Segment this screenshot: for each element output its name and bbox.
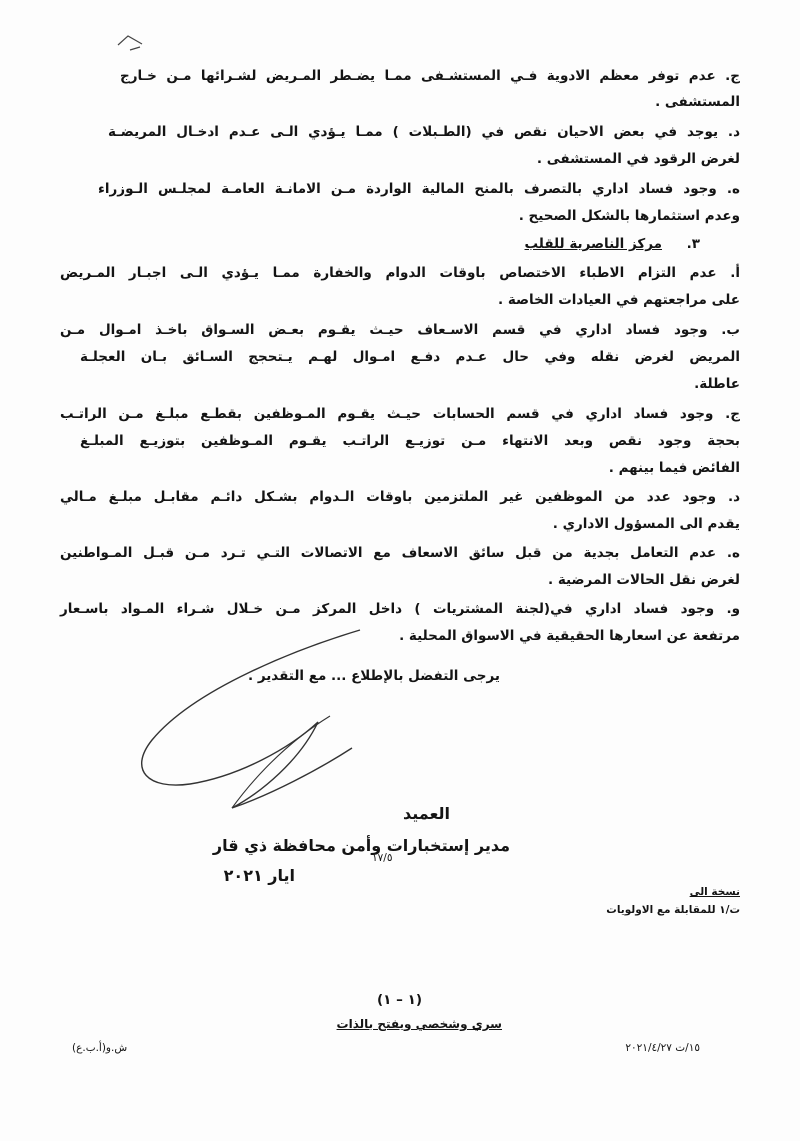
section3-number: ٣. — [686, 236, 700, 252]
s3-item-a-line2: على مراجعتهم في العيادات الخاصة . — [497, 292, 740, 308]
s2-item-d-line2: لغرض الرقود في المستشفى . — [536, 151, 740, 167]
s2-item-j-line2: المستشفى . — [655, 94, 740, 110]
s3-item-w-line2: مرتفعة عن اسعارها الحقيقية في الاسواق المحلية . — [399, 628, 740, 644]
signature-rank: العميد — [402, 804, 450, 823]
s3-item-h-line1: ه. عدم التعامل بجدية من قبل سائق الاسعاف مع الاتصالات التـي تـرد مـن قبـل المـواطنين — [60, 545, 740, 561]
s3-item-h-line2: لغرض نقل الحالات المرضية . — [547, 572, 740, 588]
s2-item-h-line1: ه. وجود فساد اداري بالتصرف بالمنح المالية الواردة مـن الامانـة العامـة لمجلـس الـوزراء — [98, 181, 740, 197]
signature-date: ايار ٢٠٢١ — [223, 866, 295, 885]
s2-item-j-line1: ج. عدم توفر معظم الادوية فـي المستشـفى ممـا يضـطر المـريض لشـرائها مـن خـارج — [120, 68, 740, 84]
s3-item-j-line1: ج. وجود فساد اداري في قسم الحسابات حيـث يقـوم المـوظفين بقطـع مبلـغ مـن الراتـب — [60, 406, 740, 422]
s3-item-a-line1: أ. عدم التزام الاطباء الاختصاص باوقات الدوام والخفارة ممـا يـؤدي الـى اجبـار المـريض — [60, 265, 740, 281]
s3-item-j-line3: الفائض فيما بينهم . — [608, 460, 740, 476]
signature-stroke — [142, 630, 360, 808]
classification-label: سري وشخصي ويفتح بالذات — [336, 1017, 502, 1031]
section3-heading: مركز الناصرية للقلب — [524, 236, 662, 252]
handwritten-date-note: ١٧/٥ — [372, 852, 393, 864]
s2-item-d-line1: د. يوجد في بعض الاحيان نقص في (الطـبلات ) ممـا يـؤدي الـى عـدم ادخـال المريضـة — [108, 124, 740, 140]
top-scribble-mark — [118, 36, 142, 50]
page-number: (١ – ١) — [377, 992, 422, 1008]
signature-position: مدير إستخبارات وأمن محافظة ذي قار — [212, 836, 510, 855]
closing-line: يرجى التفضل بالإطلاع ... مع التقدير . — [248, 668, 500, 684]
copies-item: ت/١ للمقابلة مع الاولويات — [606, 904, 740, 916]
signature-stroke-2 — [232, 716, 330, 808]
s3-item-b-line3: عاطلة. — [694, 376, 740, 392]
s3-item-j-line2: بحجة وجود نقص وبعد الانتهاء مـن توزيـع الراتـب يقـوم المـوظفين بتوزيـع المبلـغ — [80, 433, 740, 449]
footer-ref-left: ش.و(أ.ب.ع) — [72, 1042, 128, 1054]
copies-label: نسخة الى — [689, 886, 740, 898]
s3-item-d-line1: د. وجود عدد من الموظفين غير الملتزمين باوقات الـدوام بشـكل دائـم مقابـل مبلـغ مـالي — [60, 489, 740, 505]
s3-item-d-line2: يقدم الى المسؤول الاداري . — [552, 516, 740, 532]
footer-ref-right: ١٥/ت ٢٠٢١/٤/٢٧ — [625, 1042, 700, 1054]
s3-item-b-line1: ب. وجود فساد اداري في قسم الاسـعاف حيـث يقـوم بعـض السـواق باخـذ امـوال مـن — [60, 322, 740, 338]
s3-item-w-line1: و. وجود فساد اداري في(لجنة المشتريات ) داخل المركز مـن خـلال شـراء المـواد باسـعار — [60, 601, 740, 617]
s2-item-h-line2: وعدم استثمارها بالشكل الصحيح . — [518, 208, 740, 224]
s3-item-b-line2: المريض لغرض نقله وفي حال عـدم دفـع امـوال لهـم يـتحجج السـائق بـان العجلـة — [80, 349, 740, 365]
